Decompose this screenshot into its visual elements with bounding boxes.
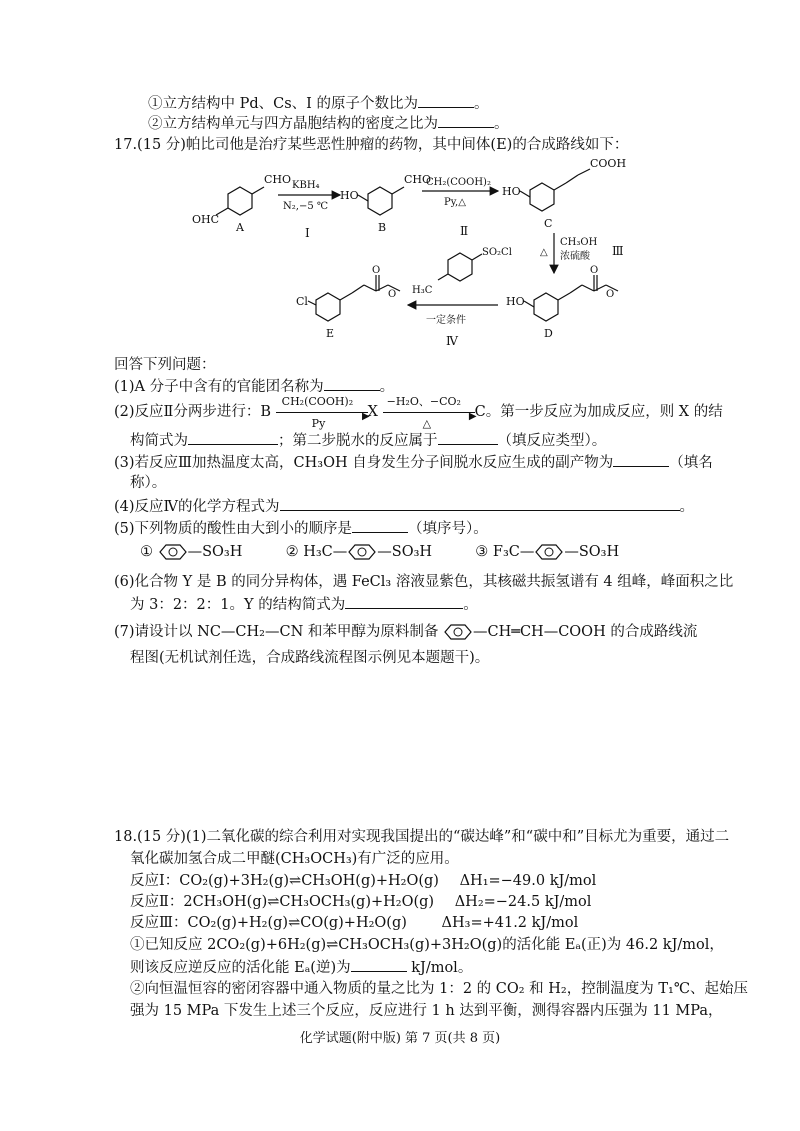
- q17-p6-cont: 为 3：2：2：1。Y 的结构简式为 。: [130, 594, 478, 615]
- q18-r2-eq: 反应Ⅱ：2CH₃OH(g)⇌CH₃OCH₃(g)+H₂O(g): [130, 894, 435, 910]
- q17-p6b: 为 3：2：2：1。Y 的结构简式为: [130, 597, 346, 613]
- q17-p3: [114, 452, 713, 473]
- answer-blank[interactable]: [438, 430, 498, 445]
- r2-num: Ⅱ: [460, 224, 469, 238]
- r2-top: CH₂(COOH)₂: [426, 177, 491, 188]
- p5-item-3-num: ③: [475, 544, 489, 560]
- benzene-ring: [443, 622, 473, 642]
- q17-p3b: （填名: [669, 455, 713, 471]
- q17-p2a: (2)反应Ⅱ分两步进行：B: [114, 404, 272, 420]
- q17-p7-cont: 程图(无机试剂任选，合成路线流程图示例见本题题干)。: [130, 650, 490, 666]
- answer-blank[interactable]: [351, 957, 407, 972]
- r1-bot: N₂,−5 ℃: [283, 201, 329, 212]
- answer-blank[interactable]: [280, 496, 680, 511]
- q16-sub1-text: ①立方结构中 Pd、Cs、I 的原子个数比为: [148, 96, 419, 112]
- q17-p2e: （填反应类型）。: [497, 433, 607, 449]
- label-b: B: [378, 221, 387, 234]
- q17-p7a: (7)请设计以 NC—CH₂—CN 和苯甲醇为原料制备: [114, 624, 439, 640]
- q16-sub1: ①立方结构中 Pd、Cs、I 的原子个数比为 。: [148, 93, 489, 114]
- b-cho: CHO: [404, 173, 432, 186]
- q17-header: 17.(15 分)帕比司他是治疗某些恶性肿瘤的药物，其中间体(E)的合成路线如下：: [114, 137, 629, 153]
- tosyl-chloride: [438, 253, 482, 281]
- q18-r3-eq: 反应Ⅲ：CO₂(g)+H₂(g)⇌CO(g)+H₂O(g): [130, 915, 407, 931]
- label-e: E: [326, 327, 335, 340]
- r1-top: KBH₄: [292, 180, 320, 191]
- r4-num: Ⅳ: [446, 334, 458, 348]
- label-c: C: [544, 217, 553, 230]
- q17-p1-text: (1)A 分子中含有的官能团名称为: [114, 379, 324, 395]
- a-ohc: OHC: [192, 213, 220, 226]
- q18-r1-dh: ΔH₁=−49.0 kJ/mol: [459, 873, 597, 889]
- q17-p3a: (3)若反应Ⅲ加热温度太高，CH₃OH 自身发生分子间脱水反应生成的副产物为: [114, 455, 614, 471]
- reagent-h3c: H₃C: [412, 285, 433, 296]
- compound-d: [524, 275, 618, 321]
- q16-sub2-text: ②立方结构单元与四方晶胞结构的密度之比为: [148, 116, 438, 132]
- q17-p2: [114, 395, 723, 430]
- e-cl: Cl: [296, 295, 308, 308]
- q18-s1: ①已知反应 2CO₂(g)+6H₂(g)⇌CH₃OCH₃(g)+3H₂O(g)的活化能 Eₐ(正)为 46.2 kJ/mol，: [130, 937, 724, 953]
- q17-p3-cont: 称）。: [130, 475, 167, 491]
- page-footer: 化学试题(附中版) 第 7 页(共 8 页): [299, 1031, 501, 1046]
- e-o2: O: [388, 289, 397, 300]
- q18-l2: 氧化碳加氢合成二甲醚(CH₃OCH₃)有广泛的应用。: [130, 851, 459, 867]
- reagent-so2cl: SO₂Cl: [482, 247, 512, 258]
- q18-s2-cont: 强为 15 MPa 下发生上述三个反应，反应进行 1 h 达到平衡，测得容器内压强为 11 MPa，: [130, 1003, 723, 1019]
- q17-p1: (1)A 分子中含有的官能团名称为 。: [114, 376, 394, 397]
- p5-item-3-sub: F₃C—: [492, 544, 535, 560]
- q17-p2-cont: [130, 430, 606, 451]
- q17-intro: 回答下列问题：: [114, 357, 216, 373]
- q17-p5-structures: [140, 542, 619, 562]
- compound-b: [358, 187, 404, 215]
- q17-p6: (6)化合物 Y 是 B 的同分异构体，遇 FeCl₃ 溶液显紫色，其核磁共振氢谱有 4 组峰，峰面积之比: [114, 574, 734, 590]
- answer-blank[interactable]: [345, 594, 463, 609]
- p2-arrow1-top: CH₂(COOH)₂: [281, 395, 354, 408]
- answer-blank[interactable]: [438, 113, 494, 128]
- p5-item-1-group: —SO₃H: [187, 544, 243, 560]
- answer-blank[interactable]: [324, 376, 380, 391]
- compound-a: [216, 187, 264, 215]
- d-o: O: [590, 265, 599, 276]
- p2-arrow2-top: −H₂O、−CO₂: [386, 395, 461, 408]
- q17-p4-text: (4)反应Ⅳ的化学方程式为: [114, 499, 280, 515]
- d-o2: O: [606, 289, 615, 300]
- c-cooh: COOH: [590, 157, 627, 170]
- p5-item-3-group: —SO₃H: [564, 544, 620, 560]
- r3-heat: △: [540, 247, 548, 258]
- q17-p2d: ；第二步脱水的反应属于: [278, 433, 438, 449]
- q18-r3-dh: ΔH₃=+41.2 kJ/mol: [441, 915, 579, 931]
- q18-r2-dh: ΔH₂=−24.5 kJ/mol: [454, 894, 592, 910]
- p2-arrow2: −H₂O、−CO₂ ▶ △: [383, 402, 475, 422]
- answer-blank[interactable]: [188, 430, 278, 445]
- label-a: A: [236, 221, 244, 234]
- answer-blank[interactable]: [352, 518, 408, 533]
- p5-item-2-num: ②: [285, 544, 299, 560]
- label-d: D: [544, 327, 553, 340]
- q17-p5-tail: （填序号）。: [408, 521, 488, 537]
- q17-p5-text: (5)下列物质的酸性由大到小的顺序是: [114, 521, 353, 537]
- answer-blank[interactable]: [418, 93, 474, 108]
- q18-s2: ②向恒温恒容的密闭容器中通入物质的量之比为 1：2 的 CO₂ 和 H₂，控制温度为 T₁℃、起始压: [130, 981, 749, 997]
- p5-item-2-sub: H₃C—: [303, 544, 348, 560]
- q18-s1c: kJ/mol。: [411, 960, 473, 976]
- r3-a: CH₃OH: [560, 237, 598, 248]
- q18-r1-eq: 反应Ⅰ：CO₂(g)+3H₂(g)⇌CH₃OH(g)+H₂O(g): [130, 873, 439, 889]
- r3-num: Ⅲ: [612, 244, 624, 258]
- r1-num: Ⅰ: [305, 226, 310, 240]
- q18-s1-cont: [130, 957, 472, 978]
- q17-p7-chain: —CH═CH—COOH: [472, 624, 606, 640]
- p5-item-1-num: ①: [140, 544, 153, 560]
- q16-sub2: ②立方结构单元与四方晶胞结构的密度之比为 。: [148, 113, 509, 134]
- q17-p2b: C。第一步反应为加成反应，则 X 的结: [474, 404, 723, 420]
- c-ho: HO: [502, 185, 521, 198]
- q17-p7b: 的合成路线流: [610, 624, 698, 640]
- benzene-ring: [347, 542, 377, 562]
- p2-arrow1-bot: Py: [311, 417, 326, 430]
- compound-e: [308, 275, 400, 321]
- p2-arrow1: CH₂(COOH)₂ ▶ Py: [276, 402, 368, 422]
- benzene-ring: [158, 542, 188, 562]
- q17-p5: [114, 518, 488, 539]
- a-cho: CHO: [264, 173, 292, 186]
- q17-p2-x: X: [367, 404, 378, 420]
- p2-arrow2-bot: △: [422, 417, 432, 430]
- q18-reaction-1: [130, 871, 596, 891]
- d-ho: HO: [506, 295, 525, 308]
- q17-p2c: 构简式为: [130, 433, 188, 449]
- q18-s1b: 则该反应逆反应的活化能 Eₐ(逆)为: [130, 960, 351, 976]
- r3-b: 浓硫酸: [560, 251, 590, 262]
- q17-p7: [114, 622, 697, 642]
- q18-reaction-3: [130, 913, 578, 933]
- synthesis-scheme: [180, 155, 740, 350]
- q18-reaction-2: [130, 892, 591, 912]
- q17-p4: (4)反应Ⅳ的化学方程式为 。: [114, 496, 694, 517]
- p5-item-2-group: —SO₃H: [377, 544, 433, 560]
- e-o: O: [372, 265, 381, 276]
- answer-blank[interactable]: [613, 452, 669, 467]
- b-ho: HO: [340, 189, 359, 202]
- q18-l1: 18.(15 分)(1)二氧化碳的综合利用对实现我国提出的“碳达峰”和“碳中和”目标尤为重要，通过二: [114, 829, 730, 845]
- compound-c: [520, 169, 590, 211]
- r4-bot: 一定条件: [426, 315, 466, 326]
- r2-bot: Py,△: [444, 197, 466, 208]
- benzene-ring: [534, 542, 564, 562]
